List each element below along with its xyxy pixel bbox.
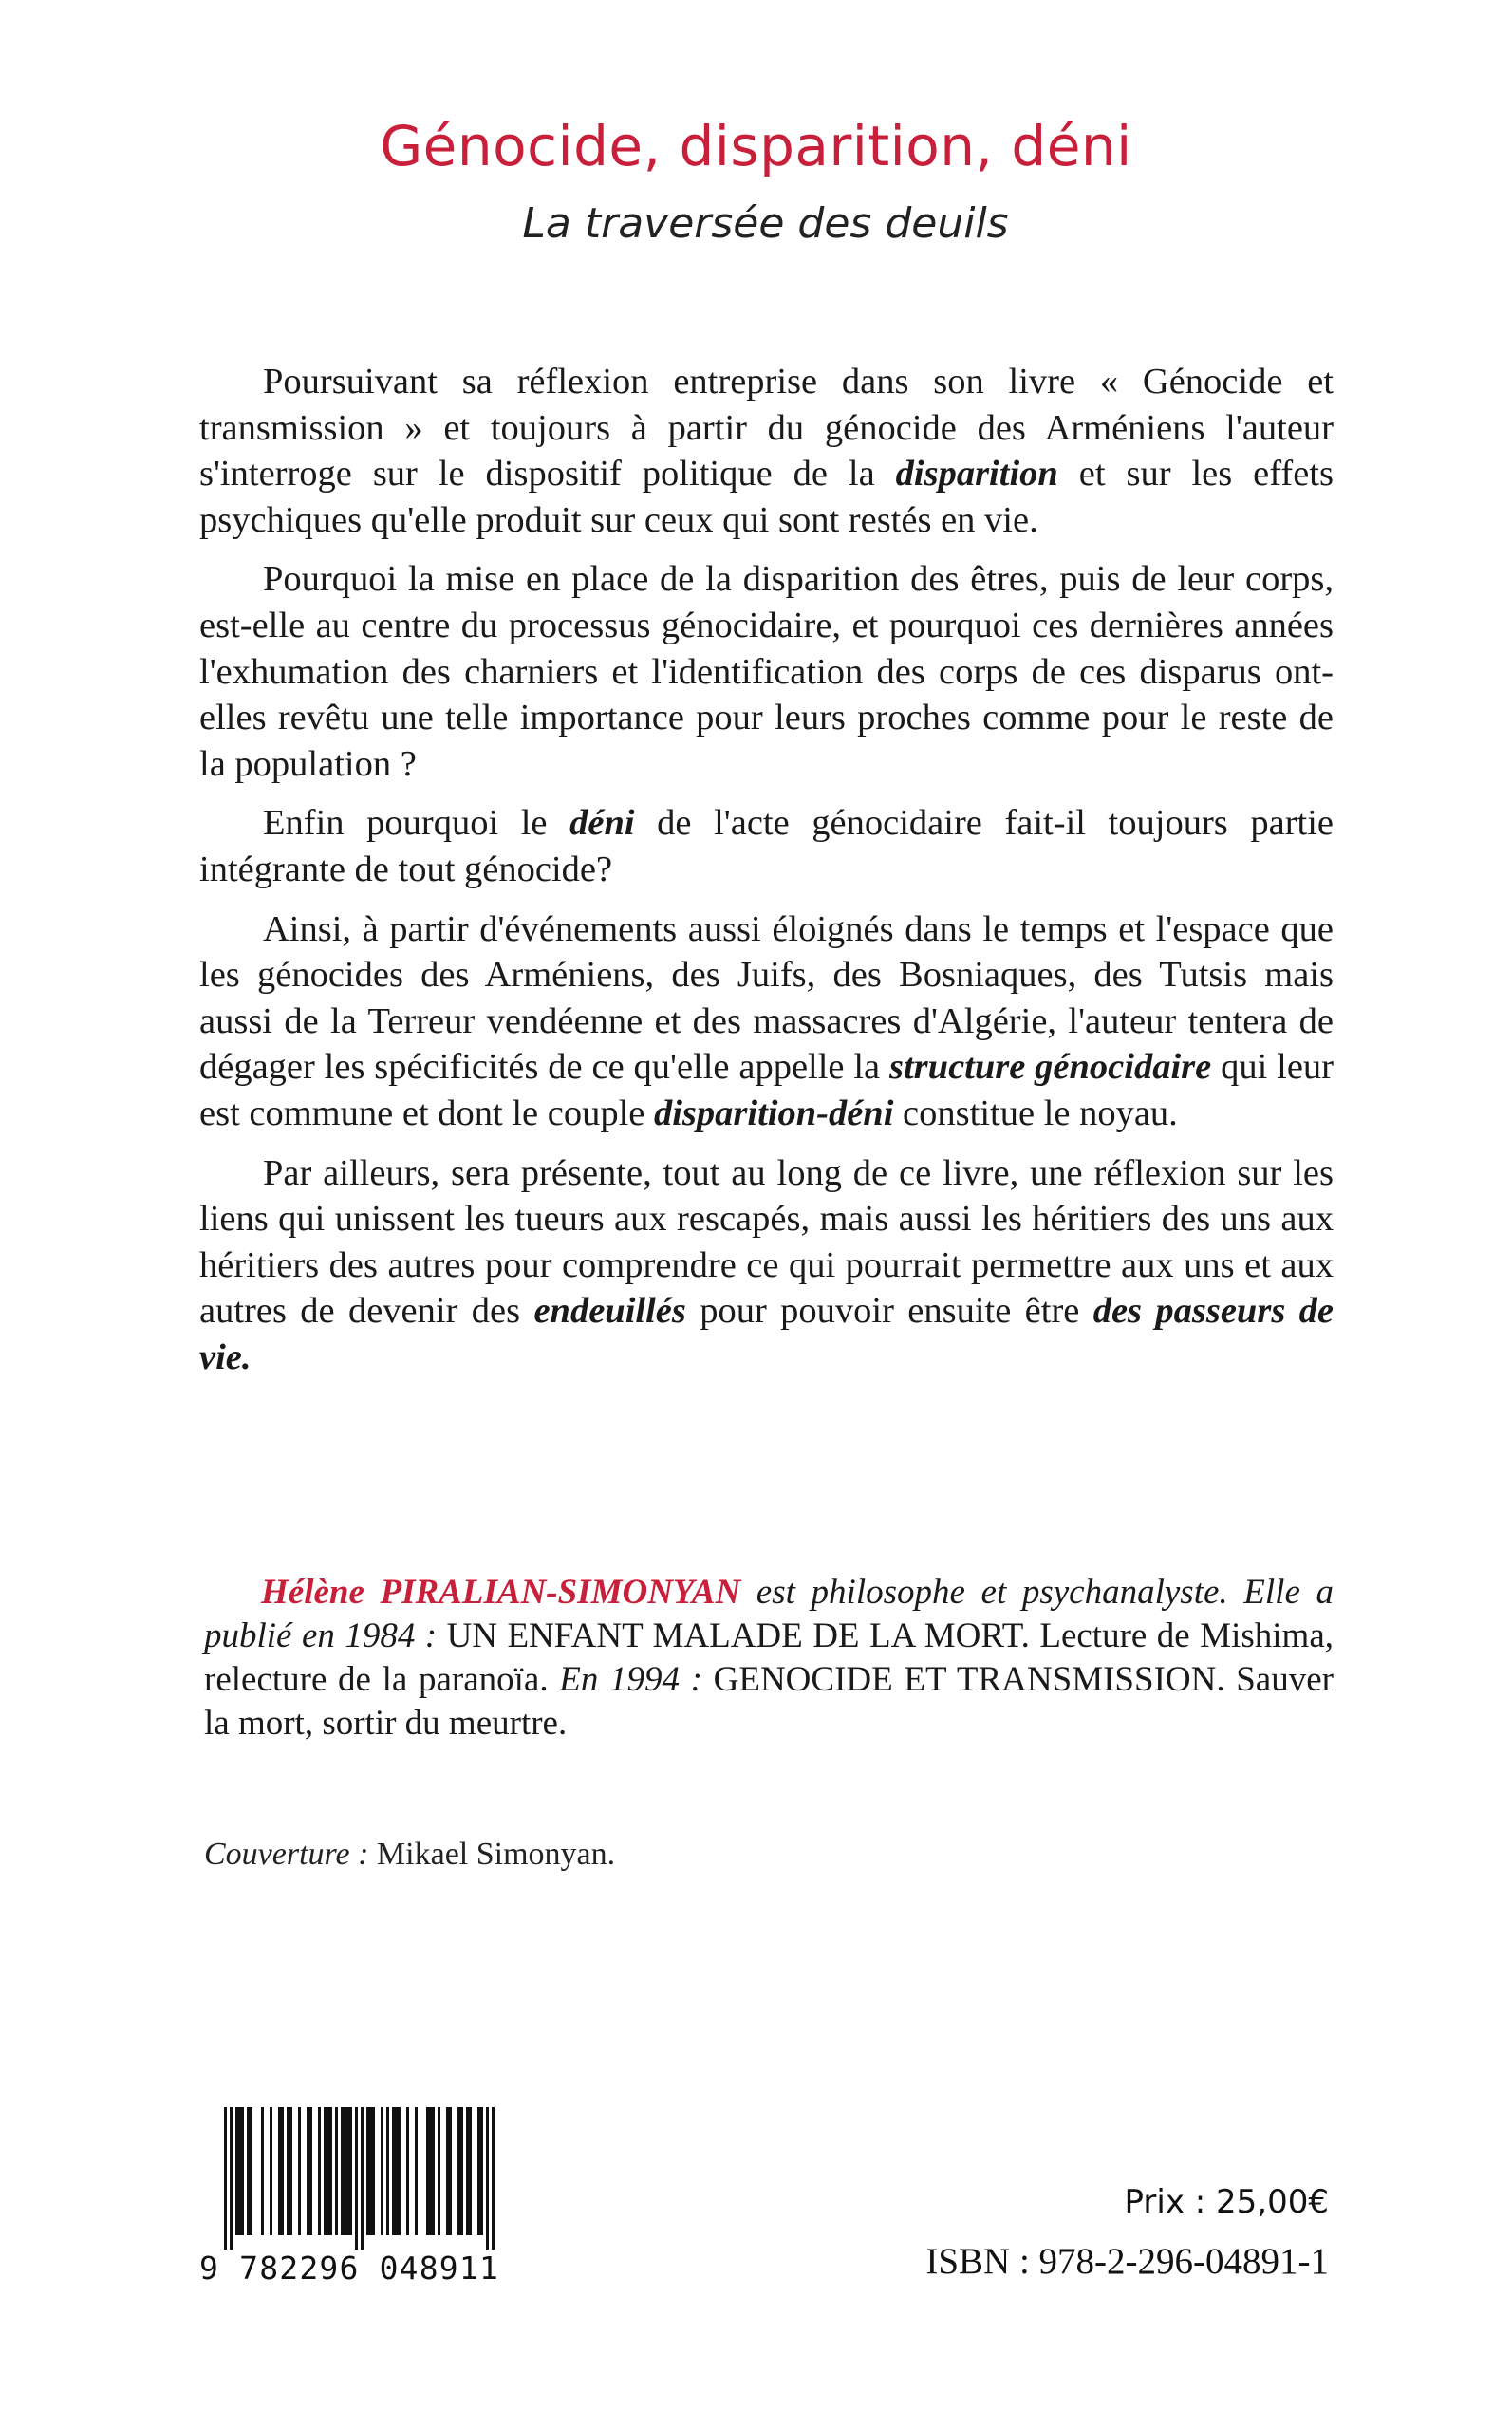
barcode-bar — [386, 2107, 389, 2235]
barcode-bar — [278, 2107, 281, 2235]
barcode-bar — [261, 2107, 264, 2235]
barcode-bar — [460, 2107, 463, 2235]
blurb-text — [199, 359, 1334, 1393]
isbn: ISBN : 978-2-296-04891-1 — [925, 2241, 1329, 2282]
barcode-bar — [415, 2107, 418, 2235]
barcode-bar — [372, 2107, 375, 2235]
paragraph-text: Ainsi, à partir d'événements aussi éloignés dans le temps et l'espace que les génocides des Arméniens, des Juifs, des Bosniaques, des Tutsis mais aussi de la Terreur vendéenne et des massacres d'Algérie, l'auteur tentera de dégager les spécificités de ce qu'elle appelle la — [199, 908, 1334, 1088]
book-title: Génocide, disparition, déni — [380, 114, 1132, 178]
barcode-bar — [381, 2107, 383, 2235]
barcode-bar — [477, 2107, 480, 2235]
emphasis-text: des passeurs de vie. — [199, 1291, 1334, 1377]
blurb-paragraph — [199, 1150, 1334, 1381]
blurb-paragraph — [199, 906, 1334, 1137]
barcode-bar — [426, 2107, 429, 2235]
blurb-paragraph — [199, 556, 1334, 787]
paragraph-text: qui leur est commune et dont le couple — [199, 1047, 1334, 1133]
barcode-bar — [309, 2107, 312, 2235]
emphasis-text: endeuillés — [533, 1291, 686, 1332]
barcode-bar — [406, 2107, 409, 2235]
barcode-bar — [230, 2107, 233, 2250]
barcode-bar — [324, 2107, 327, 2235]
barcode-bar — [438, 2107, 440, 2235]
barcode-bar — [250, 2107, 252, 2235]
barcode-bar — [429, 2107, 432, 2235]
paragraph-text: et sur les effets psychiques qu'elle produit sur ceux qui sont restés en vie. — [199, 454, 1334, 540]
barcode-bar — [224, 2107, 227, 2250]
paragraph-text: constitue le noyau. — [893, 1092, 1178, 1133]
barcode-bar — [298, 2107, 301, 2235]
author-book-2: GENOCIDE ET TRANSMISSION. Sauver la mort, sortir du meurtre. — [204, 1660, 1334, 1743]
barcode-bar — [432, 2107, 435, 2235]
barcode-bar — [469, 2107, 472, 2235]
barcode-bar — [369, 2107, 372, 2235]
barcode-bar — [335, 2107, 338, 2235]
barcode-bar — [361, 2107, 364, 2250]
book-subtitle: La traversée des deuils — [522, 199, 1009, 248]
barcode-bar — [486, 2107, 489, 2250]
barcode-bar — [480, 2107, 483, 2235]
barcode-bar — [329, 2107, 332, 2235]
barcode-bar — [346, 2107, 349, 2235]
author-bio — [204, 1571, 1334, 1746]
barcode-bar — [341, 2107, 344, 2235]
cover-artist: Mikael Simonyan. — [368, 1837, 616, 1872]
emphasis-text: déni — [569, 803, 635, 844]
barcode-bar — [344, 2107, 346, 2235]
barcode-bars — [199, 2107, 513, 2250]
paragraph-text: Enfin pourquoi le — [263, 803, 570, 844]
paragraph-text: de l'acte génocidaire fait-il toujours partie intégrante de tout génocide? — [199, 803, 1334, 889]
barcode-bar — [287, 2107, 289, 2235]
blurb-paragraph — [199, 800, 1334, 892]
barcode-bar — [492, 2107, 495, 2250]
barcode-bar — [446, 2107, 449, 2235]
blurb-paragraph — [199, 359, 1334, 543]
barcode-bar — [392, 2107, 395, 2235]
paragraph-text: Poursuivant sa réflexion entreprise dans son livre « Génocide et transmission » et toujours à partir du génocide des Arméniens l'auteur s'interroge sur le dispositif politique de la — [199, 362, 1334, 495]
barcode-bar — [466, 2107, 469, 2235]
barcode-bar — [318, 2107, 321, 2235]
paragraph-text: Pourquoi la mise en place de la disparition des êtres, puis de leur corps, est-elle au centre du processus génocidaire, et pourquoi ces dernières années l'exhumation des charniers et l'identification des corps de ces disparus ont-elles revêtu une telle importance pour leurs proches comme pour le reste de la population ? — [199, 559, 1334, 784]
barcode — [199, 2107, 513, 2288]
barcode-bar — [355, 2107, 358, 2250]
barcode-bar — [307, 2107, 309, 2235]
barcode-bar — [349, 2107, 352, 2235]
barcode-bar — [449, 2107, 452, 2235]
barcode-bar — [457, 2107, 460, 2235]
barcode-bar — [327, 2107, 329, 2235]
barcode-bar — [247, 2107, 250, 2235]
barcode-bar — [395, 2107, 398, 2235]
author-name: Hélène PIRALIAN-SIMONYAN — [261, 1573, 741, 1612]
barcode-digits: 9 782296 048911 — [199, 2250, 500, 2287]
cover-label: Couverture : — [204, 1837, 369, 1872]
price: Prix : 25,00€ — [1124, 2183, 1329, 2221]
author-book-1: UN ENFANT MALADE DE LA MORT. Lecture de Mishima, relecture de la paranoïa. — [204, 1616, 1334, 1699]
author-role: est philosophe et psychanalyste. Elle a publié en 1984 : — [204, 1573, 1334, 1655]
barcode-bar — [238, 2107, 241, 2235]
barcode-bar — [398, 2107, 401, 2235]
emphasis-text: disparition-déni — [653, 1092, 894, 1133]
author-year-2: En 1994 : — [548, 1660, 714, 1699]
emphasis-text: structure génocidaire — [889, 1047, 1212, 1088]
barcode-bar — [289, 2107, 292, 2235]
barcode-bar — [241, 2107, 244, 2235]
emphasis-text: disparition — [895, 454, 1058, 495]
barcode-bar — [270, 2107, 272, 2235]
paragraph-text: Par ailleurs, sera présente, tout au long de ce livre, une réflexion sur les liens qui unissent les tueurs aux rescapés, mais aussi les héritiers des uns aux héritiers des autres pour comprendre ce qui pourrait permettre aux uns et aux autres de devenir des — [199, 1152, 1334, 1332]
paragraph-text: pour pouvoir ensuite être — [685, 1291, 1093, 1332]
barcode-bar — [235, 2107, 238, 2235]
barcode-bar — [281, 2107, 284, 2235]
cover-credit — [204, 1837, 615, 1873]
barcode-bar — [366, 2107, 369, 2235]
